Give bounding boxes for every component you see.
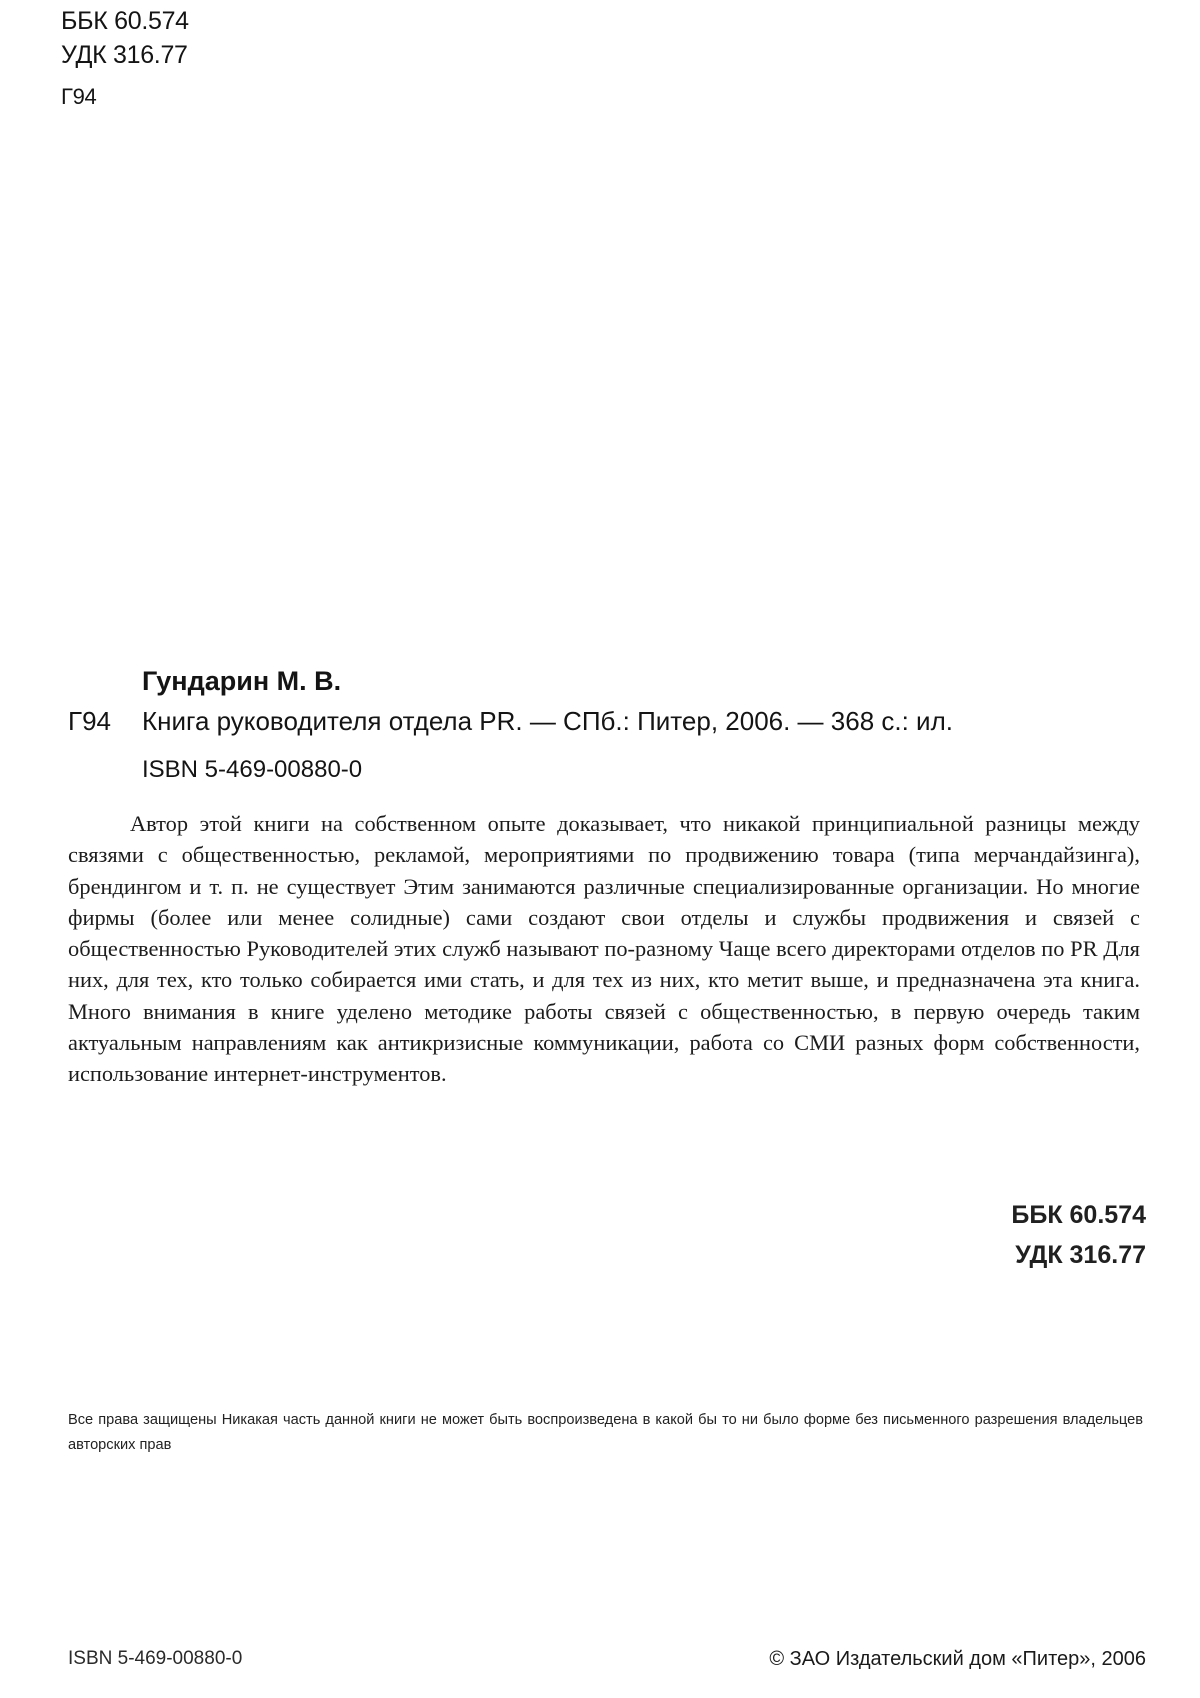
annotation-paragraph: Автор этой книги на собственном опыте доказывает, что никакой принципиальной разницы между связями с общественностью, рекламой, мероприятиями по продвижению товара (типа мерчандайзинга), брендингом и т. п. не существует Этим занимаются различные специализированные организации. Но многие фирмы (более или менее солидные) сами создают свои отделы и службы продвижения и связей с общественностью Руководителей этих служб называют по-разному Чаще всего директорами отделов по PR Для них, для тех, кто только собирается ими стать, и для тех из них, кто метит выше, и предназначена эта книга. Много внимания в книге уделено методике работы связей с общественностью, в первую очередь таким актуальным направлениям как антикризисные коммуникации, работа со СМИ разных форм собственности, использование интернет-инструментов. xyxy=(68,811,1140,1087)
udk-code-right: УДК 316.77 xyxy=(1015,1241,1146,1269)
isbn-record: ISBN 5-469-00880-0 xyxy=(142,756,363,783)
bbk-code-right: ББК 60.574 xyxy=(1011,1201,1146,1229)
top-udk-code: УДК 316.77 xyxy=(61,41,188,69)
title-line: Книга руководителя отдела PR. — СПб.: Питер, 2006. — 368 с.: ил. xyxy=(142,706,953,736)
classification-codes-right xyxy=(1011,1195,1146,1275)
footer-isbn: ISBN 5-469-00880-0 xyxy=(68,1648,243,1669)
rights-notice: Все права защищены Никакая часть данной книги не может быть воспроизведена в какой бы то ни было форме без письменного разрешения владельцев авторских прав xyxy=(68,1412,1143,1453)
top-classification-codes xyxy=(61,4,189,114)
footer-copyright: © ЗАО Издательский дом «Питер», 2006 xyxy=(769,1648,1146,1670)
top-author-mark: Г94 xyxy=(61,84,97,109)
top-bbk-code: ББК 60.574 xyxy=(61,7,189,35)
author-mark: Г94 xyxy=(68,706,111,736)
author-name: Гундарин М. В. xyxy=(142,666,342,696)
bibliographic-record xyxy=(68,706,1148,737)
